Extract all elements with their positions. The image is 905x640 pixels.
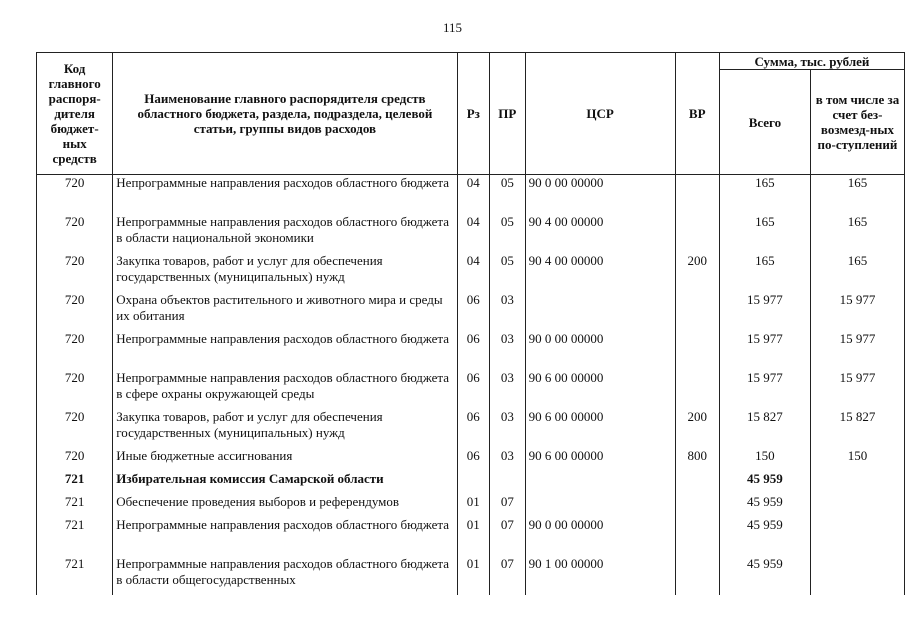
total-cell: 45 959 [719,471,810,494]
name-cell: Непрограммные направления расходов областного бюджета [113,331,457,370]
table-row [37,253,905,292]
name-cell: Непрограммные направления расходов областного бюджета в области общегосударственных [113,556,457,595]
pr-cell: 03 [490,331,526,370]
total-cell: 45 959 [719,517,810,556]
csr-cell: 90 4 00 00000 [525,253,675,292]
total-cell: 45 959 [719,494,810,517]
budget-table [36,52,905,595]
code-cell: 721 [37,471,113,494]
code-cell: 720 [37,331,113,370]
code-cell: 720 [37,253,113,292]
name-cell: Иные бюджетные ассигнования [113,448,457,471]
rz-cell: 06 [457,448,490,471]
csr-cell: 90 0 00 00000 [525,331,675,370]
vr-cell: 200 [675,253,719,292]
table-row [37,494,905,517]
name-cell: Обеспечение проведения выборов и референдумов [113,494,457,517]
code-cell: 721 [37,556,113,595]
rz-cell: 06 [457,292,490,331]
code-cell: 720 [37,448,113,471]
gratis-cell: 165 [810,214,904,253]
header-name: Наименование главного распорядителя средств областного бюджета, раздела, подраздела, целевой статьи, группы видов расходов [113,53,457,175]
gratis-cell: 15 977 [810,292,904,331]
header-pr: ПР [490,53,526,175]
table-row [37,214,905,253]
vr-cell [675,331,719,370]
gratis-cell: 165 [810,253,904,292]
table-body [37,175,905,596]
gratis-cell [810,556,904,595]
vr-cell [675,494,719,517]
csr-cell [525,494,675,517]
total-cell: 165 [719,214,810,253]
csr-cell: 90 0 00 00000 [525,517,675,556]
csr-cell: 90 6 00 00000 [525,370,675,409]
gratis-cell [810,471,904,494]
table-row [37,331,905,370]
vr-cell [675,175,719,215]
csr-cell [525,471,675,494]
vr-cell [675,517,719,556]
name-cell: Избирательная комиссия Самарской области [113,471,457,494]
rz-cell: 04 [457,253,490,292]
gratis-cell [810,494,904,517]
total-cell: 15 977 [719,292,810,331]
code-cell: 720 [37,409,113,448]
gratis-cell: 15 977 [810,370,904,409]
header-sum-group: Сумма, тыс. рублей [719,53,904,70]
pr-cell: 07 [490,556,526,595]
vr-cell: 200 [675,409,719,448]
pr-cell: 05 [490,253,526,292]
name-cell: Непрограммные направления расходов областного бюджета [113,517,457,556]
total-cell: 165 [719,175,810,215]
total-cell: 15 977 [719,331,810,370]
table-row [37,471,905,494]
pr-cell: 07 [490,494,526,517]
header-total: Всего [719,70,810,175]
rz-cell [457,471,490,494]
header-vr: ВР [675,53,719,175]
table-row [37,448,905,471]
pr-cell: 03 [490,370,526,409]
vr-cell [675,214,719,253]
pr-cell: 07 [490,517,526,556]
vr-cell: 800 [675,448,719,471]
total-cell: 45 959 [719,556,810,595]
csr-cell: 90 1 00 00000 [525,556,675,595]
csr-cell: 90 4 00 00000 [525,214,675,253]
rz-cell: 04 [457,214,490,253]
csr-cell: 90 6 00 00000 [525,409,675,448]
table-row [37,409,905,448]
code-cell: 720 [37,175,113,215]
header-rz: Рз [457,53,490,175]
pr-cell: 03 [490,292,526,331]
name-cell: Непрограммные направления расходов областного бюджета в сфере охраны окружающей среды [113,370,457,409]
code-cell: 721 [37,517,113,556]
table-row [37,292,905,331]
vr-cell [675,292,719,331]
rz-cell: 01 [457,556,490,595]
total-cell: 150 [719,448,810,471]
gratis-cell: 165 [810,175,904,215]
pr-cell: 05 [490,214,526,253]
total-cell: 15 827 [719,409,810,448]
table-row [37,517,905,556]
table-row [37,556,905,595]
name-cell: Охрана объектов растительного и животного мира и среды их обитания [113,292,457,331]
name-cell: Закупка товаров, работ и услуг для обеспечения государственных (муниципальных) нужд [113,253,457,292]
total-cell: 15 977 [719,370,810,409]
vr-cell [675,556,719,595]
pr-cell: 03 [490,409,526,448]
code-cell: 720 [37,214,113,253]
rz-cell: 01 [457,517,490,556]
gratis-cell: 150 [810,448,904,471]
csr-cell [525,292,675,331]
name-cell: Непрограммные направления расходов областного бюджета в области национальной экономики [113,214,457,253]
pr-cell: 03 [490,448,526,471]
table-row [37,370,905,409]
pr-cell [490,471,526,494]
rz-cell: 06 [457,370,490,409]
code-cell: 721 [37,494,113,517]
header-code: Код главного распоря-дителя бюджет-ных средств [37,53,113,175]
vr-cell [675,471,719,494]
table-header [37,53,905,175]
gratis-cell: 15 827 [810,409,904,448]
table-row [37,175,905,215]
total-cell: 165 [719,253,810,292]
name-cell: Закупка товаров, работ и услуг для обеспечения государственных (муниципальных) нужд [113,409,457,448]
header-gratis: в том числе за счет без-возмезд-ных по-ступлений [810,70,904,175]
pr-cell: 05 [490,175,526,215]
csr-cell: 90 6 00 00000 [525,448,675,471]
rz-cell: 06 [457,331,490,370]
csr-cell: 90 0 00 00000 [525,175,675,215]
header-csr: ЦСР [525,53,675,175]
code-cell: 720 [37,292,113,331]
rz-cell: 06 [457,409,490,448]
rz-cell: 01 [457,494,490,517]
code-cell: 720 [37,370,113,409]
rz-cell: 04 [457,175,490,215]
vr-cell [675,370,719,409]
page-number: 115 [442,20,463,35]
name-cell: Непрограммные направления расходов областного бюджета [113,175,457,215]
gratis-cell: 15 977 [810,331,904,370]
gratis-cell [810,517,904,556]
